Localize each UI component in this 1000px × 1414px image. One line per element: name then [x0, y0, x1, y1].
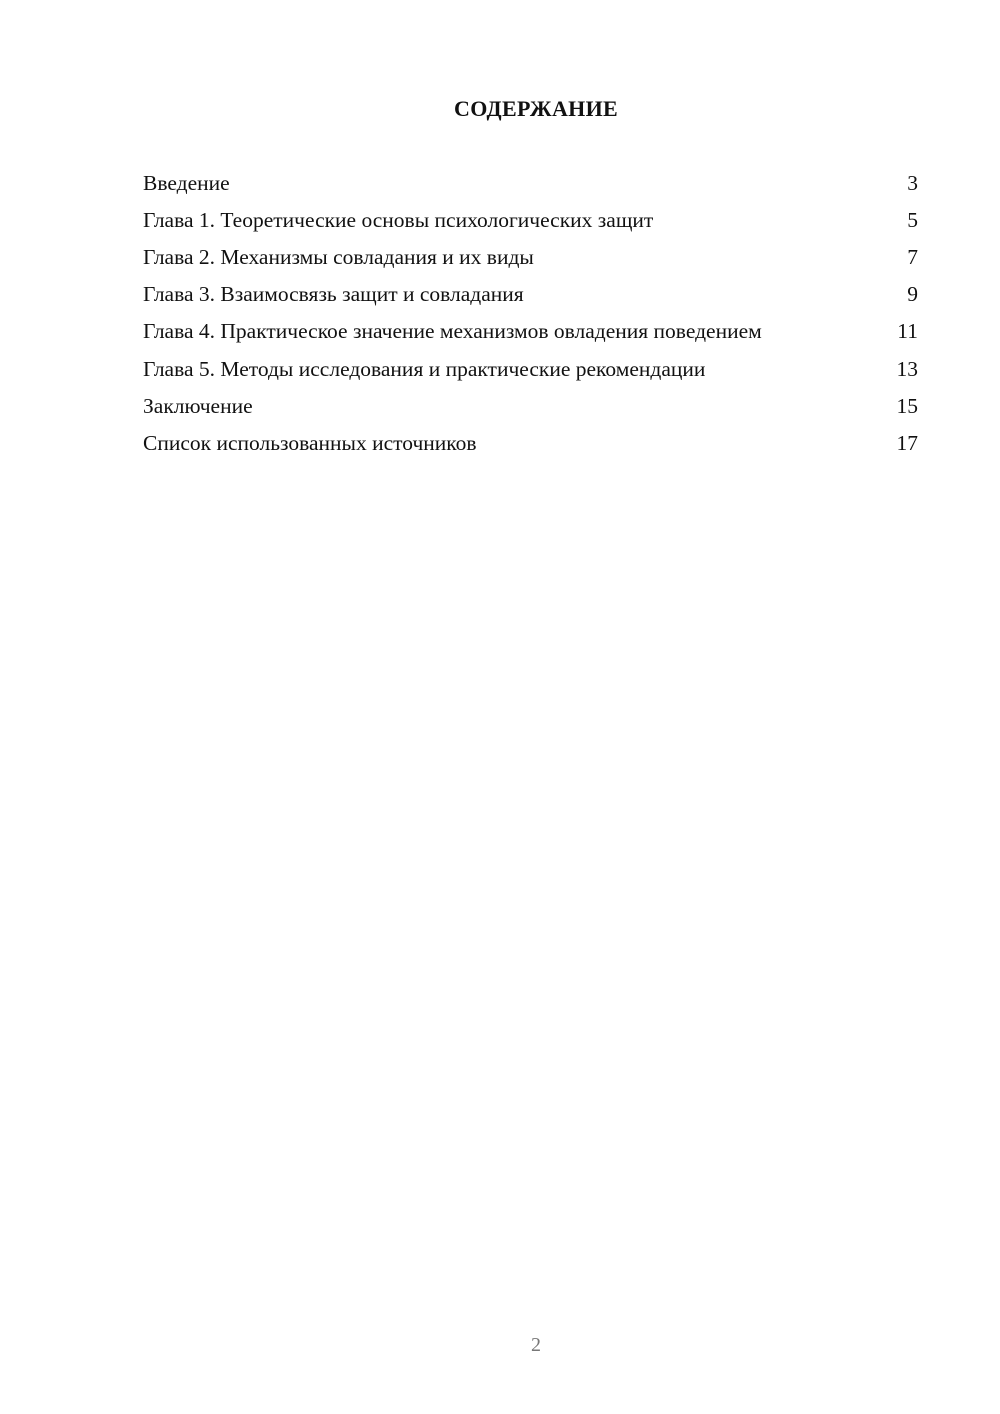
toc-entry-label: Глава 4. Практическое значение механизмов овладения поведением — [143, 319, 762, 343]
toc-entry-chapter-5[interactable] — [143, 356, 918, 382]
toc-entry-references[interactable] — [143, 430, 918, 456]
toc-entry-chapter-3[interactable] — [143, 281, 918, 307]
toc-entry-label: Введение — [143, 171, 230, 195]
toc-title: СОДЕРЖАНИЕ — [454, 96, 618, 121]
toc-entry-label: Глава 3. Взаимосвязь защит и совладания — [143, 282, 524, 306]
toc-entry-chapter-2[interactable] — [143, 244, 918, 270]
toc-entry-introduction[interactable] — [143, 170, 918, 196]
toc-entry-chapter-4[interactable] — [143, 318, 918, 344]
toc-entry-page: 7 — [907, 245, 918, 269]
toc-entry-page: 11 — [897, 319, 918, 343]
page-number: 2 — [531, 1334, 541, 1356]
toc-entry-page: 17 — [896, 431, 918, 455]
toc-entry-label: Глава 1. Теоретические основы психологических защит — [143, 208, 654, 232]
toc-entry-chapter-1[interactable] — [143, 207, 918, 233]
toc-entry-page: 5 — [907, 208, 918, 232]
toc-entry-label: Глава 5. Методы исследования и практические рекомендации — [143, 357, 706, 381]
toc-entry-page: 15 — [896, 394, 918, 418]
table-of-contents — [143, 170, 918, 467]
toc-entry-conclusion[interactable] — [143, 393, 918, 419]
toc-entry-label: Список использованных источников — [143, 431, 477, 455]
toc-entry-label: Глава 2. Механизмы совладания и их виды — [143, 245, 534, 269]
toc-entry-page: 9 — [907, 282, 918, 306]
toc-entry-label: Заключение — [143, 394, 253, 418]
toc-entry-page: 13 — [896, 357, 918, 381]
toc-entry-page: 3 — [907, 171, 918, 195]
